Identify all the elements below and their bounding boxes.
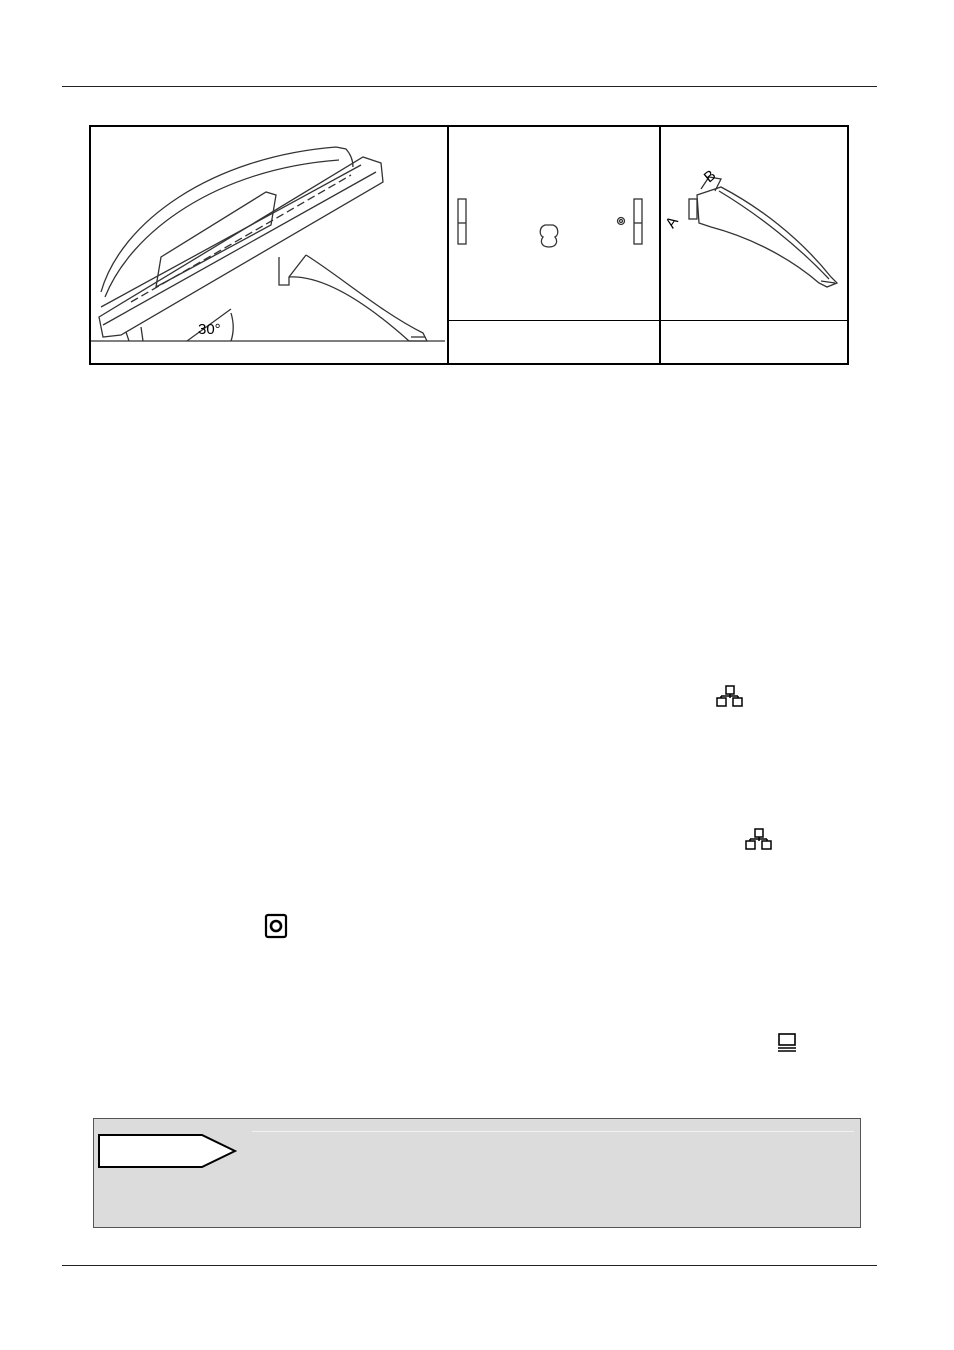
power-jack-icon: [264, 913, 288, 939]
phone-stand-leg-icon: [659, 127, 849, 319]
wall-mount-view-cell: [447, 127, 661, 363]
wall-mount-caption-divider: [447, 320, 659, 321]
footer-rule: [62, 1265, 877, 1266]
note-highlight-line: [252, 1131, 854, 1132]
stand-label-a: A: [662, 213, 682, 232]
desk-phone-side-icon: [91, 127, 445, 363]
header-rule: [62, 86, 877, 87]
phone-side-view-cell: [91, 127, 449, 363]
installation-figure-table: [89, 125, 849, 365]
network-port-icon-2: [744, 827, 774, 851]
network-port-icon: [715, 684, 745, 708]
note-box: [93, 1118, 861, 1228]
wall-mount-holes-icon: [447, 127, 657, 319]
note-arrow-icon: [97, 1133, 237, 1169]
pc-port-icon: [776, 1032, 800, 1054]
stand-view-cell: [659, 127, 847, 363]
stand-label-b: B: [700, 166, 720, 187]
stand-caption-divider: [659, 320, 847, 321]
tilt-angle-label: 30°: [198, 321, 221, 338]
